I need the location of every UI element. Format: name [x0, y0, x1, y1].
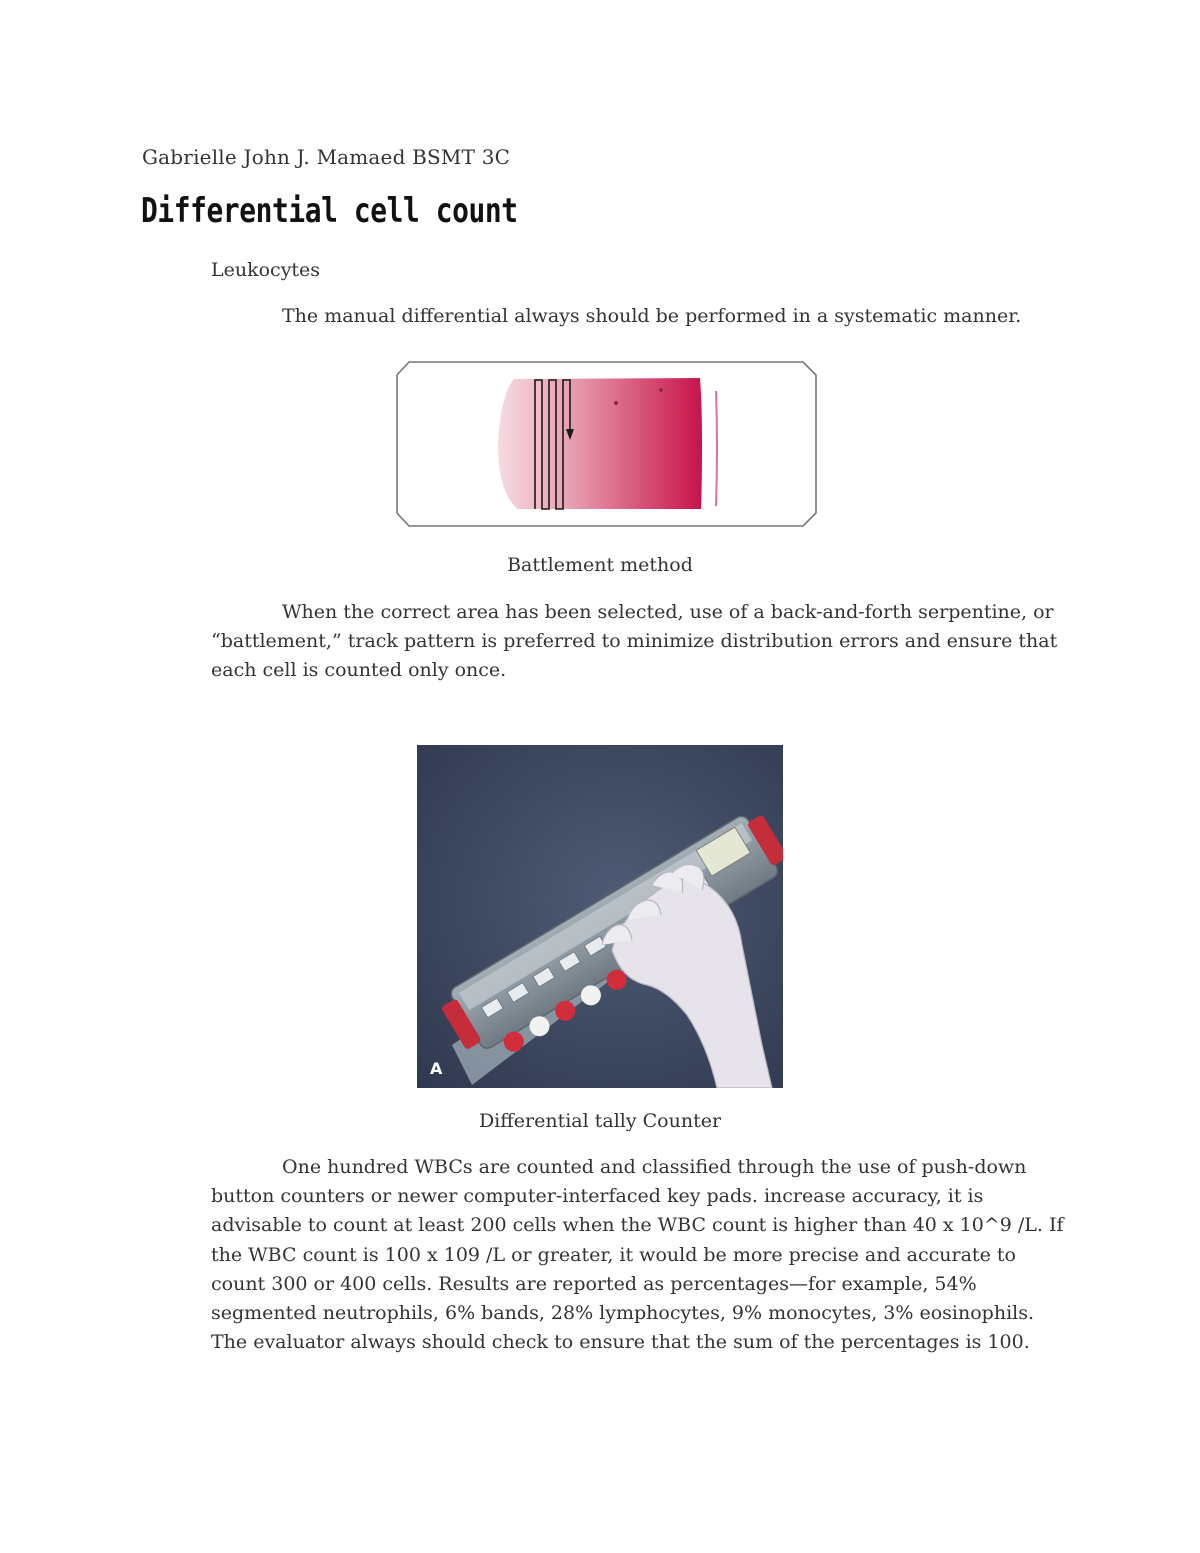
author-line: Gabrielle John J. Mamaed BSMT 3C: [142, 145, 511, 169]
figure2-caption: Differential tally Counter: [478, 1110, 722, 1132]
paragraph-tally: One hundred WBCs are counted and classified through the use of push-down button counters or newer computer-interfaced key pads. increase accuracy, it is advisable to count at least 200 cells when the WBC count is higher than 40 x 10^9 /L. If the WBC count is 100 x 109 /L or greater, it would be more precise and accurate to count 300 or 400 cells. Results are reported as percentages—for example, 54% segmented neutrophils, 6% bands, 28% lymphocytes, 9% monocytes, 3% eosinophils. The evaluator always should check to ensure that the sum of the percentages is 100.: [211, 1156, 1064, 1354]
figure1-caption: Battlement method: [507, 554, 693, 576]
document-title: Differential cell count: [141, 191, 518, 231]
intro-sentence: The manual differential always should be performed in a systematic manner.: [282, 305, 1022, 327]
tally-counter-figure: [417, 745, 783, 1088]
paragraph-battlement: When the correct area has been selected, use of a back-and-forth serpentine, or “battlement,” track pattern is preferred to minimize distribution errors and ensure that each cell is counted only once.: [211, 601, 1058, 682]
section-label: Leukocytes: [211, 259, 321, 281]
battlement-slide-figure: [396, 361, 817, 527]
figure2-panel-label: A: [430, 1059, 443, 1078]
